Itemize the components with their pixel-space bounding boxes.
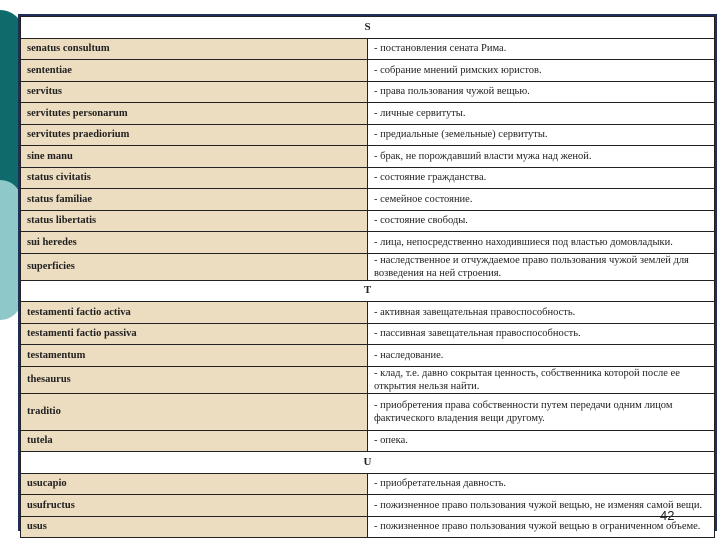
table-row <box>21 323 715 345</box>
section-letter: S <box>21 17 715 39</box>
table-row <box>21 430 715 452</box>
glossary-table <box>20 16 715 538</box>
term-cell: usucapio <box>21 473 368 495</box>
table-row <box>21 473 715 495</box>
table-row <box>21 495 715 517</box>
term-cell: sententiae <box>21 60 368 82</box>
term-cell: sine manu <box>21 146 368 168</box>
glossary-table-frame <box>18 14 717 531</box>
definition-cell: - состояние гражданства. <box>368 167 715 189</box>
definition-cell: - брак, не порождавший власти мужа над женой. <box>368 146 715 168</box>
section-header-row <box>21 452 715 474</box>
table-row <box>21 146 715 168</box>
term-cell: usufructus <box>21 495 368 517</box>
table-row <box>21 393 715 430</box>
table-row <box>21 345 715 367</box>
definition-cell: - приобретения права собственности путем передачи одним лицом фактического владения вещи другому. <box>368 393 715 430</box>
definition-cell: - пожизненное право пользования чужой вещью в ограниченном объеме. <box>368 516 715 538</box>
table-row <box>21 60 715 82</box>
term-cell: usus <box>21 516 368 538</box>
definition-cell: - пожизненное право пользования чужой вещью, не изменяя самой вещи. <box>368 495 715 517</box>
table-row <box>21 210 715 232</box>
term-cell: servitus <box>21 81 368 103</box>
definition-cell: - семейное состояние. <box>368 189 715 211</box>
table-row <box>21 366 715 393</box>
section-letter: U <box>21 452 715 474</box>
definition-cell: - личные сервитуты. <box>368 103 715 125</box>
definition-cell: - опека. <box>368 430 715 452</box>
term-cell: status libertatis <box>21 210 368 232</box>
table-row <box>21 124 715 146</box>
definition-cell: - наследственное и отчуждаемое право пользования чужой землей для возведения на ней строения. <box>368 253 715 280</box>
definition-cell: - права пользования чужой вещью. <box>368 81 715 103</box>
term-cell: thesaurus <box>21 366 368 393</box>
term-cell: senatus consultum <box>21 38 368 60</box>
term-cell: status civitatis <box>21 167 368 189</box>
section-header-row <box>21 280 715 302</box>
definition-cell: - наследование. <box>368 345 715 367</box>
definition-cell: - собрание мнений римских юристов. <box>368 60 715 82</box>
table-row <box>21 81 715 103</box>
section-letter: T <box>21 280 715 302</box>
definition-cell: - предиальные (земельные) сервитуты. <box>368 124 715 146</box>
table-row <box>21 103 715 125</box>
table-row <box>21 232 715 254</box>
table-row <box>21 516 715 538</box>
definition-cell: - постановления сената Рима. <box>368 38 715 60</box>
term-cell: superficies <box>21 253 368 280</box>
section-header-row <box>21 17 715 39</box>
definition-cell: - пассивная завещательная правоспособность. <box>368 323 715 345</box>
term-cell: status familiae <box>21 189 368 211</box>
term-cell: testamentum <box>21 345 368 367</box>
definition-cell: - активная завещательная правоспособность. <box>368 302 715 324</box>
table-row <box>21 189 715 211</box>
table-row <box>21 253 715 280</box>
definition-cell: - лица, непосредственно находившиеся под властью домовладыки. <box>368 232 715 254</box>
table-row <box>21 38 715 60</box>
term-cell: sui heredes <box>21 232 368 254</box>
page-number: 42 <box>660 508 675 523</box>
definition-cell: - клад, т.е. давно сокрытая ценность, собственника которой после ее открытия нельзя найти. <box>368 366 715 393</box>
definition-cell: - состояние свободы. <box>368 210 715 232</box>
table-row <box>21 167 715 189</box>
term-cell: tutela <box>21 430 368 452</box>
term-cell: testamenti factio passiva <box>21 323 368 345</box>
definition-cell: - приобретательная давность. <box>368 473 715 495</box>
term-cell: testamenti factio activa <box>21 302 368 324</box>
table-row <box>21 302 715 324</box>
term-cell: servitutes personarum <box>21 103 368 125</box>
term-cell: servitutes praediorium <box>21 124 368 146</box>
term-cell: traditio <box>21 393 368 430</box>
